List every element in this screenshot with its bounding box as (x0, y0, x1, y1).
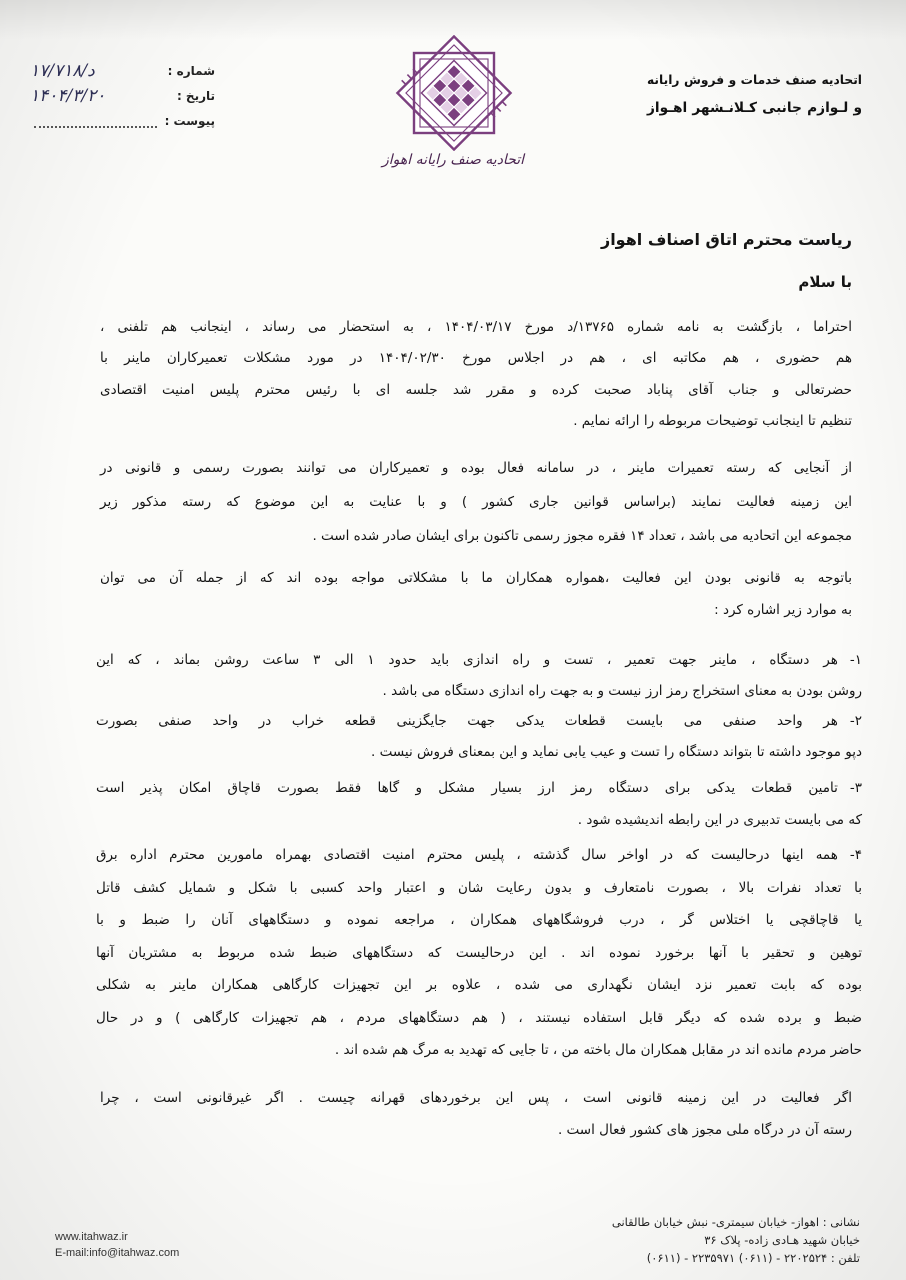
paragraph-line: باتوجه به قانونی بودن این فعالیت ،همواره همکاران ما با مشکلاتی مواجه بوده اند که از جمله آن می توان (100, 570, 852, 586)
letter-number-value: د/۱۷/۷۱۸ (30, 60, 95, 81)
list-item-line: با تعداد نفرات بالا ، بصورت نامتعارف و بدون رعایت شان و اعتبار واحد کسبی با شکل و شمایل کشف قاتل (96, 879, 862, 896)
list-item-3 (96, 772, 862, 836)
footer-address (530, 1213, 860, 1267)
organization-name-line-2: و لـوازم جانبی کـلانـشهر اهـواز (647, 100, 862, 116)
attachment-dotted-line (34, 114, 157, 128)
paragraph-3 (100, 562, 852, 626)
email-text: E-mail:info@itahwaz.com (55, 1247, 180, 1259)
paragraph-line: از آنجایی که رسته تعمیرات ماینر ، در سامانه فعال بوده و تعمیرکاران می توانند بصورت رسمی و قانونی در (100, 460, 852, 476)
list-item-line: دپو موجود داشته تا بتواند دستگاه را تست و عیب یابی نماید و این بمعنای فروش نیست . (370, 744, 862, 760)
list-item-line: روشن بودن به معنای استخراج رمز ارز نیست و به جهت راه اندازی دستگاه می باشد . (382, 683, 862, 699)
attachment-label: پیوست : (164, 113, 215, 128)
list-item-line: ضبط و برده شده که دیگر قابل استفاده نیستند ، ( هم دستگاههای مردم ، هم تجهیزات کارگاهی ) و در حال (96, 1009, 862, 1026)
letter-number-label: شماره : (167, 63, 215, 78)
list-item-line: یا قاچاقچی یا اختلاس گر ، درب فروشگاههای همکاران ، مراجعه نموده و دستگاههای آنان را ضبط و با (96, 912, 862, 928)
address-line-2: خیابان شهید هـادی زاده- پلاک ۳۶ (704, 1233, 860, 1247)
paragraph-line: اگر فعالیت در این زمینه قانونی است ، پس این برخوردهای قهرانه چیست . اگر غیرقانونی است ، چرا (100, 1090, 852, 1106)
list-item-line (96, 772, 862, 804)
list-item-line (96, 645, 862, 676)
website-text: www.itahwaz.ir (55, 1231, 128, 1243)
organization-name (647, 66, 862, 122)
recipient-title: ریاست محترم اتاق اصناف اهواز (600, 230, 852, 249)
letter-date-label: تاریخ : (176, 88, 215, 103)
letter-number-row (30, 58, 215, 83)
paragraph-2 (100, 451, 852, 553)
greeting: با سلام (798, 273, 852, 291)
list-item-text: همه اینها درحالیست که در اواخر سال گذشته ، پلیس محترم امنیت اقتصادی بهمراه مامورین محترم اداره برق (96, 847, 838, 863)
paragraph-line: مجموعه این اتحادیه می باشد ، تعداد ۱۴ فقره مجوز رسمی تاکنون برای ایشان صادر شده است . (312, 528, 852, 544)
paragraph-line: تنظیم تا اینجانب توضیحات مربوطه را ارائه نمایم . (573, 413, 852, 430)
list-item-line (96, 706, 862, 737)
closing-paragraph (100, 1082, 852, 1146)
organization-name-line-1: اتحادیه صنف خدمات و فروش رایانه (647, 73, 862, 87)
paragraph-line: رسته آن در درگاه ملی مجوز های کشور فعال است . (557, 1122, 852, 1138)
list-item-number: ۱- (849, 652, 862, 668)
union-logo-icon (384, 35, 524, 151)
paragraph-line: به موارد زیر اشاره کرد : (714, 602, 852, 618)
list-item-2 (96, 706, 862, 768)
list-item-number: ۳- (849, 780, 862, 796)
footer-contact (55, 1229, 179, 1261)
list-item-line: بوده که بابت تعمیر نزد ایشان نگهداری می شده ، علاوه بر این تجهیزات کارگاهی همکاران ماینر به شکلی (96, 977, 862, 993)
letter-date-row (30, 83, 215, 108)
list-item-text: هر واحد صنفی می بایست قطعات یدکی جهت جایگزینی قطعه خراب در واحد صنفی بصورت (96, 713, 838, 729)
logo-caption: اتحادیه صنف رایانه اهواز (381, 152, 525, 168)
letter-date-value: ۱۴۰۴/۳/۲۰ (30, 85, 106, 106)
list-item-line: که می بایست تدبیری در این رابطه اندیشیده شود . (577, 812, 862, 828)
list-item-number: ۴- (849, 847, 862, 863)
list-item-line (96, 839, 862, 872)
paragraph-line: این زمینه فعالیت نمایند (براساس قوانین جاری کشور ) و با عنایت به این موضوع که رسته مذکور زیر (100, 494, 852, 510)
attachment-row (30, 108, 215, 133)
paragraph-line: هم حضوری ، هم مکاتبه ای ، هم در اجلاس مورخ ۱۴۰۴/۰۲/۳۰ در مورد مشکلات تعمیرکاران ماینر با (100, 350, 852, 367)
list-item-4 (96, 839, 862, 1067)
list-item-number: ۲- (849, 713, 862, 729)
paragraph-line: حضرتعالی و جناب آقای پناباد صحبت کرده و مقرر شد جلسه ای با رئیس محترم پلیس امنیت اقتصادی (100, 381, 852, 398)
list-item-line: توهین و تحقیر با آنها برخورد نموده اند . این درحالیست که دستگاههای ضبط شده مربوط به مشتریان آنها (96, 944, 862, 961)
list-item-text: تامین قطعات یدکی برای دستگاه رمز ارز بسیار مشکل و گاها فقط بصورت قاچاق امکان پذیر است (96, 780, 838, 796)
address-line-1: نشانی : اهواز- خیابان سیمتری- نبش خیابان طالقانی (611, 1215, 860, 1229)
list-item-1 (96, 645, 862, 707)
phone-line: تلفن : ۲۲۰۲۵۲۴ - (۰۶۱۱) ۲۲۳۵۹۷۱ - (۰۶۱۱) (646, 1251, 860, 1265)
paragraph-1 (100, 312, 852, 438)
paragraph-line: احتراما ، بازگشت به نامه شماره ۱۳۷۶۵/د مورخ ۱۴۰۴/۰۳/۱۷ ، به استحضار می رساند ، اینجانب هم تلفنی ، (100, 319, 852, 335)
list-item-line: حاضر مردم مانده اند در مقابل همکاران مال باخته من ، تا جایی که تهدید به مرگ هم شده اند . (334, 1042, 862, 1058)
list-item-text: هر دستگاه ، ماینر جهت تعمیر ، تست و راه اندازی باید حدود ۱ الی ۳ ساعت روشن بماند ، که این (96, 652, 838, 668)
